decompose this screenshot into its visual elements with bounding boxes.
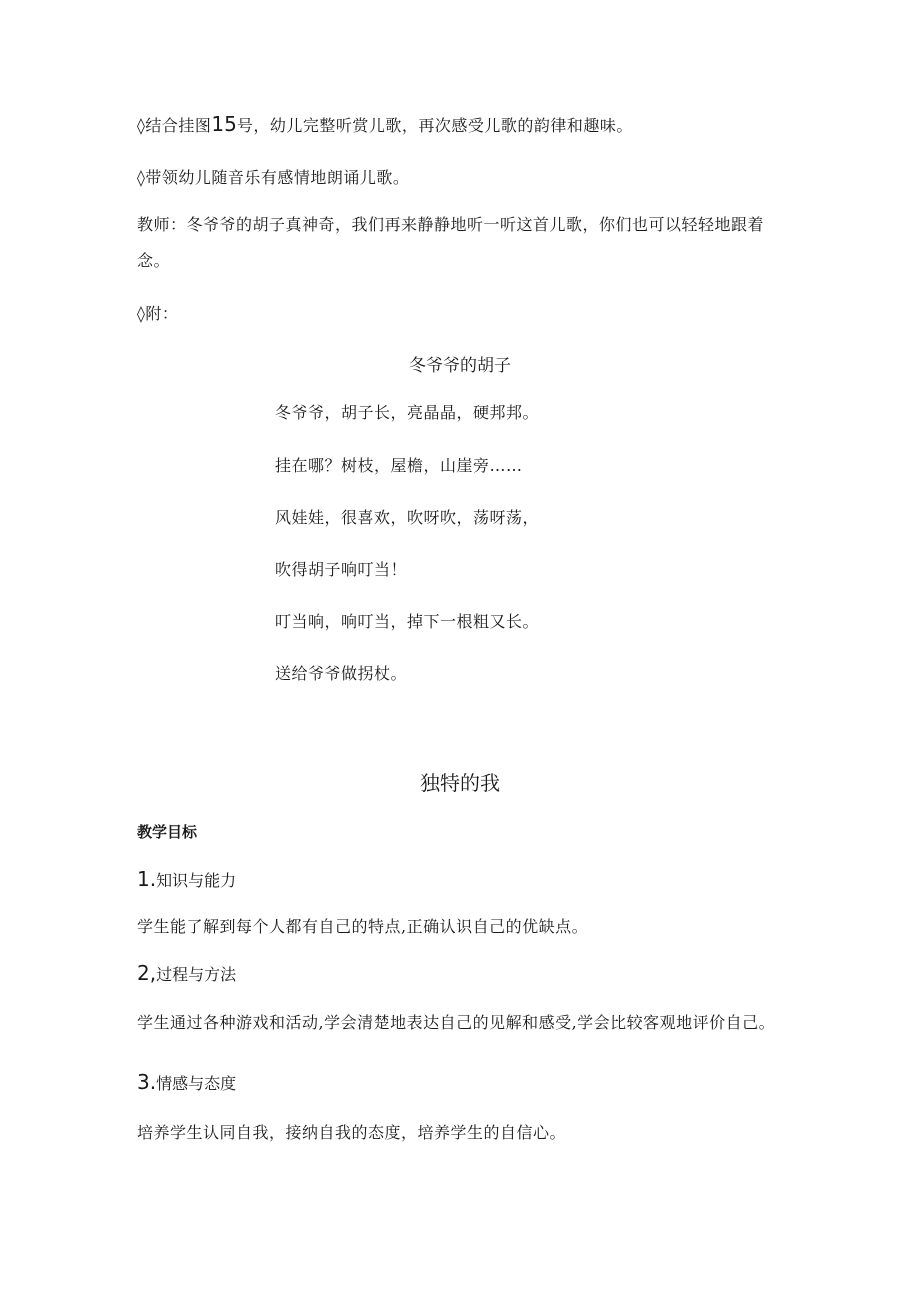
teacher-line: 教师：冬爷爷的胡子真神奇，我们再来静静地听一听这首儿歌，你们也可以轻轻地跟着念。	[137, 215, 765, 270]
goal-text-1: 学生能了解到每个人都有自己的特点,正确认识自己的优缺点。	[137, 917, 589, 936]
goal-number: 2,	[137, 961, 157, 985]
step-1-suffix: 号，幼儿完整听赏儿歌，再次感受儿歌的韵律和趣味。	[236, 116, 633, 135]
poem-line: 挂在哪？树枝，屋檐，山崖旁……	[275, 456, 523, 475]
goal-heading-3	[137, 1070, 236, 1096]
goal-number: 1.	[137, 867, 157, 891]
activity-step-2: ◊带领幼儿随音乐有感情地朗诵儿歌。	[137, 168, 410, 187]
goal-label: 过程与方法	[156, 965, 237, 984]
poem-title: 冬爷爷的胡子	[409, 356, 511, 376]
poem-line: 叮当响，响叮当，掉下一根粗又长。	[275, 612, 540, 631]
lesson-title: 独特的我	[420, 771, 500, 795]
goals-heading: 教学目标	[137, 823, 198, 841]
goal-heading-2	[137, 961, 236, 987]
goal-text-2: 学生通过各种游戏和活动,学会清楚地表达自己的见解和感受,学会比较客观地评价自己。	[137, 1013, 776, 1032]
goal-label: 情感与态度	[156, 1074, 237, 1093]
goal-label: 知识与能力	[156, 871, 237, 890]
poem-line: 送给爷爷做拐杖。	[275, 664, 408, 683]
poem-line: 吹得胡子响叮当！	[275, 560, 408, 579]
poem-line: 冬爷爷，胡子长，亮晶晶，硬邦邦。	[275, 403, 540, 422]
chart-number: 15	[211, 112, 237, 136]
goal-number: 3.	[137, 1070, 157, 1094]
activity-step-1	[137, 114, 633, 136]
appendix-label: ◊附：	[137, 304, 179, 323]
goal-text-3: 培养学生认同自我，接纳自我的态度，培养学生的自信心。	[137, 1123, 567, 1142]
goal-heading-1	[137, 867, 236, 893]
step-1-prefix: ◊结合挂图	[137, 116, 212, 135]
poem-line: 风娃娃，很喜欢，吹呀吹，荡呀荡，	[275, 508, 540, 527]
